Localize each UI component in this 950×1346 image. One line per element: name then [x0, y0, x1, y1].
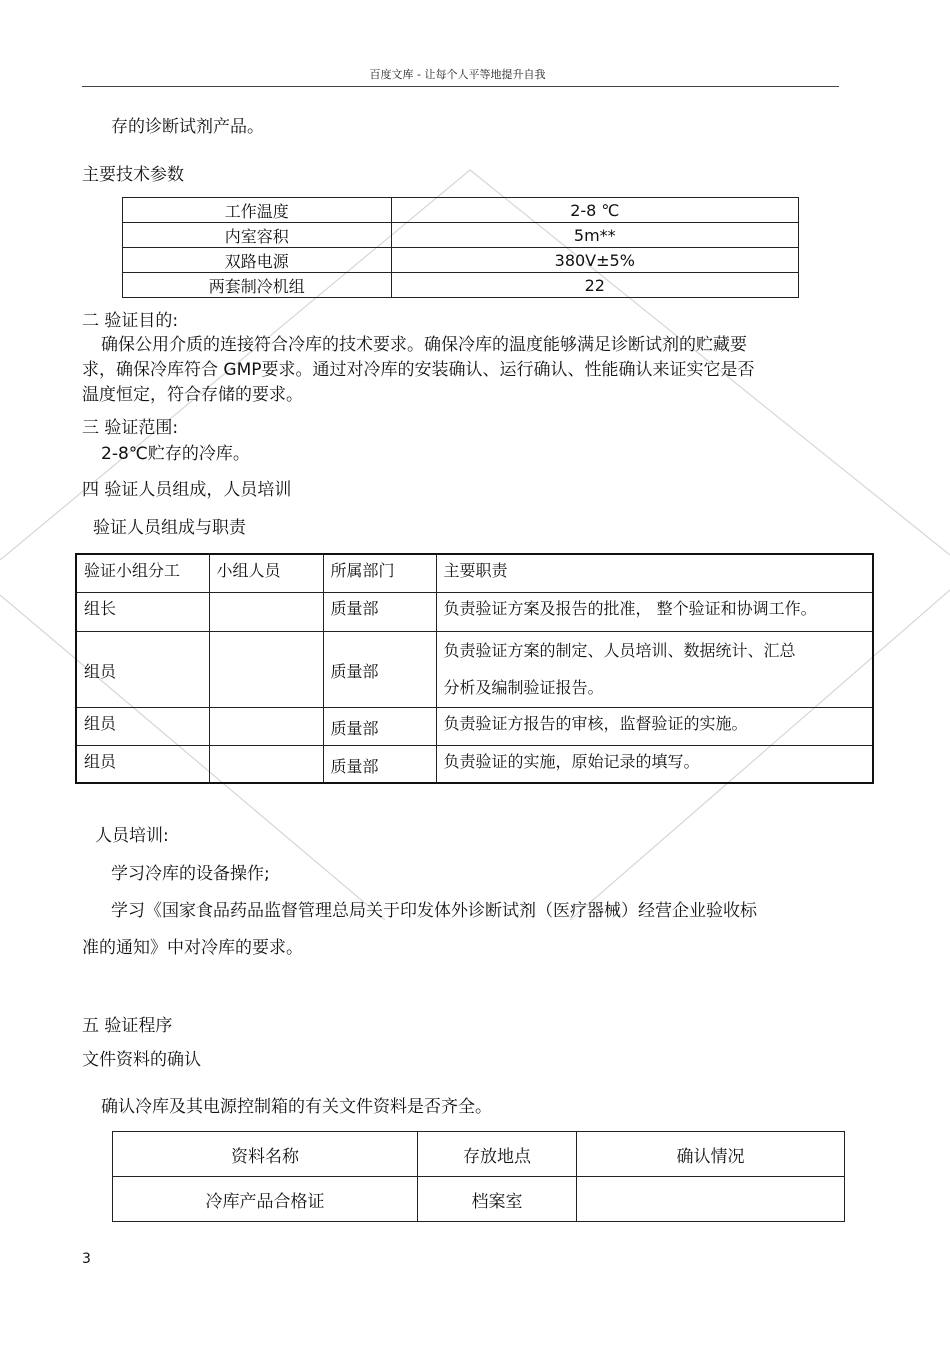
training-heading: 人员培训: [95, 826, 169, 846]
duty-cell: 负责验证方报告的审核，监督验证的实施。 [436, 707, 873, 745]
docs-subheading: 文件资料的确认 [82, 1050, 201, 1070]
section-4-heading: 四 验证人员组成，人员培训 [82, 480, 292, 500]
param-label: 工作温度 [123, 198, 392, 223]
member-cell [209, 745, 323, 783]
header-divider [82, 86, 839, 87]
doc-name-cell: 冷库产品合格证 [113, 1177, 418, 1222]
training-item-2-line-1: 学习《国家食品药品监督管理总局关于印发体外诊断试剂（医疗器械）经营企业验收标 [111, 901, 757, 921]
table-header-row [113, 1132, 845, 1177]
param-value: 2-8 ℃ [391, 198, 798, 223]
member-cell [209, 592, 323, 631]
dept-cell: 质量部 [323, 592, 436, 631]
role-cell: 组长 [76, 592, 209, 631]
header-cell: 资料名称 [113, 1132, 418, 1177]
doc-location-cell: 档案室 [418, 1177, 577, 1222]
dept-cell: 质量部 [323, 745, 436, 783]
section-3-text: 2-8℃贮存的冷库。 [101, 444, 250, 464]
tech-params-table [122, 197, 799, 298]
role-cell: 组员 [76, 745, 209, 783]
param-label: 内室容积 [123, 223, 392, 248]
section-3-heading: 三 验证范围: [82, 418, 179, 438]
page-number: 3 [82, 1251, 91, 1267]
table-row [76, 707, 873, 745]
duty-line: 分析及编制验证报告。 [443, 677, 604, 697]
header-cell: 确认情况 [577, 1132, 845, 1177]
table-row [76, 631, 873, 707]
team-table [75, 553, 874, 784]
param-label: 双路电源 [123, 248, 392, 273]
doc-status-cell [577, 1177, 845, 1222]
duty-cell [436, 631, 873, 707]
page-header: 百度文库 - 让每个人平等地提升自我 [369, 68, 546, 81]
param-label: 两套制冷机组 [123, 273, 392, 298]
param-value: 5m** [391, 223, 798, 248]
tech-params-heading: 主要技术参数 [82, 165, 184, 185]
member-cell [209, 707, 323, 745]
header-cell: 主要职责 [436, 554, 873, 592]
table-row [76, 592, 873, 631]
training-item-2-line-2: 准的通知》中对冷库的要求。 [82, 938, 303, 958]
duty-line: 负责验证方案的制定、人员培训、数据统计、汇总 [443, 640, 796, 660]
docs-intro-text: 确认冷库及其电源控制箱的有关文件资料是否齐全。 [101, 1097, 492, 1117]
header-cell: 所属部门 [323, 554, 436, 592]
role-cell: 组员 [76, 707, 209, 745]
training-item-1: 学习冷库的设备操作; [111, 864, 270, 884]
header-cell: 小组人员 [209, 554, 323, 592]
section-5-heading: 五 验证程序 [82, 1016, 173, 1036]
param-value: 380V±5% [391, 248, 798, 273]
dept-cell: 质量部 [323, 707, 436, 745]
dept-cell: 质量部 [323, 631, 436, 707]
table-row [76, 745, 873, 783]
header-cell: 存放地点 [418, 1132, 577, 1177]
table-row [123, 223, 799, 248]
table-row [123, 273, 799, 298]
member-cell [209, 631, 323, 707]
param-value: 22 [391, 273, 798, 298]
section-2-line-3: 温度恒定，符合存储的要求。 [82, 385, 303, 405]
duty-cell: 负责验证的实施，原始记录的填写。 [436, 745, 873, 783]
docs-table [112, 1131, 845, 1222]
team-subheading: 验证人员组成与职责 [93, 518, 246, 538]
section-2-line-2: 求，确保冷库符合 GMP要求。通过对冷库的安装确认、运行确认、性能确认来证实它是否 [82, 360, 755, 380]
header-cell: 验证小组分工 [76, 554, 209, 592]
section-2-heading: 二 验证目的: [82, 311, 179, 331]
section-2-line-1: 确保公用介质的连接符合冷库的技术要求。确保冷库的温度能够满足诊断试剂的贮藏要 [101, 335, 747, 355]
intro-continued-line: 存的诊断试剂产品。 [111, 117, 264, 137]
role-cell: 组员 [76, 631, 209, 707]
table-header-row [76, 554, 873, 592]
table-row [113, 1177, 845, 1222]
duty-cell: 负责验证方案及报告的批准， 整个验证和协调工作。 [436, 592, 873, 631]
table-row [123, 198, 799, 223]
table-row [123, 248, 799, 273]
